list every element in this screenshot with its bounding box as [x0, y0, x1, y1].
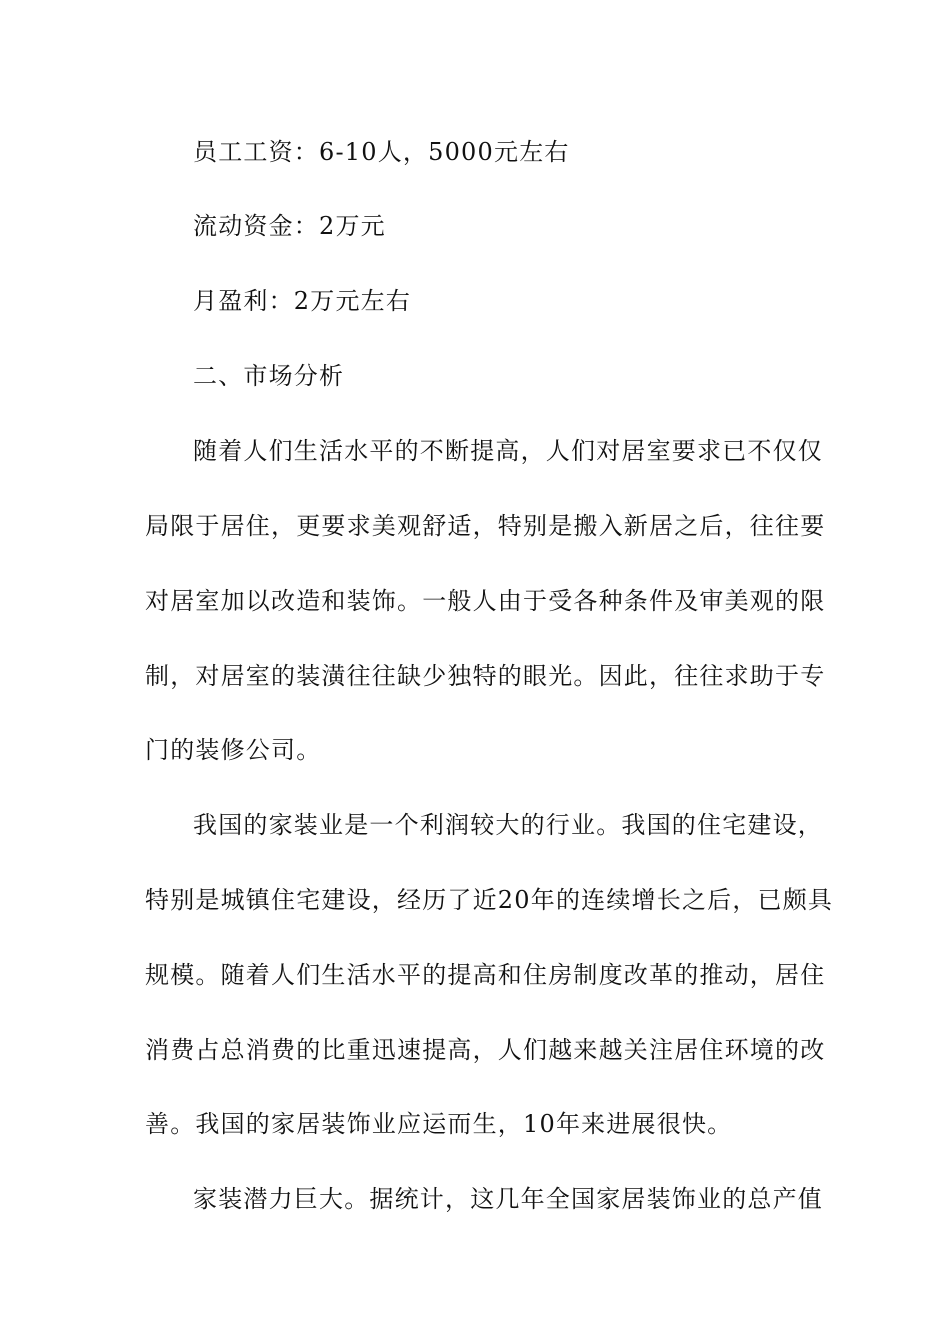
working-capital-line: 流动资金：2万元	[193, 212, 386, 240]
paragraph-1-line-1: 随着人们生活水平的不断提高，人们对居室要求已不仅仅	[193, 437, 823, 465]
paragraph-2-line-3: 规模。随着人们生活水平的提高和住房制度改革的推动，居住	[145, 961, 826, 989]
paragraph-2-line-2: 特别是城镇住宅建设，经历了近20年的连续增长之后，已颇具	[145, 886, 834, 914]
paragraph-1-line-5: 门的装修公司。	[145, 736, 322, 764]
staff-salary-line: 员工工资：6-10人，5000元左右	[193, 138, 570, 166]
monthly-profit-line: 月盈利：2万元左右	[193, 287, 412, 315]
paragraph-3-line-1: 家装潜力巨大。据统计，这几年全国家居装饰业的总产值	[193, 1185, 823, 1213]
paragraph-1-line-3: 对居室加以改造和装饰。一般人由于受各种条件及审美观的限	[145, 587, 826, 615]
paragraph-2-line-5: 善。我国的家居装饰业应运而生，10年来进展很快。	[145, 1110, 733, 1138]
paragraph-1-line-2: 局限于居住，更要求美观舒适，特别是搬入新居之后，往往要	[145, 512, 826, 540]
paragraph-2-line-4: 消费占总消费的比重迅速提高，人们越来越关注居住环境的改	[145, 1036, 826, 1064]
section-heading-market-analysis: 二、市场分析	[193, 362, 345, 390]
paragraph-2-line-1: 我国的家装业是一个利润较大的行业。我国的住宅建设，	[193, 811, 823, 839]
paragraph-1-line-4: 制，对居室的装潢往往缺少独特的眼光。因此，往往求助于专	[145, 662, 826, 690]
